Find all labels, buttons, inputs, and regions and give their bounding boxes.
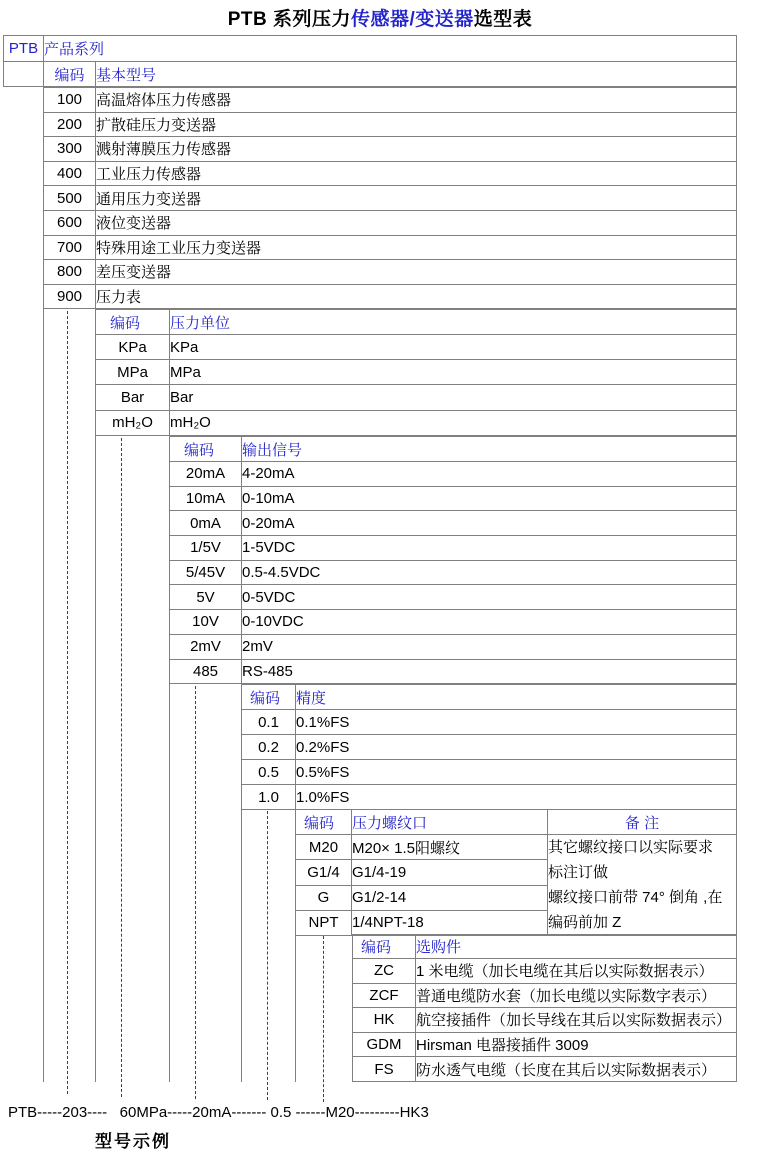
- table-row: [96, 310, 737, 335]
- label-cell: 0.2%FS: [296, 735, 737, 760]
- code-cell: 900: [44, 284, 96, 309]
- table-row: [44, 235, 737, 260]
- remark-line: 其它螺纹接口以实际要求: [548, 839, 714, 856]
- label-header-cell: 精度: [296, 685, 737, 710]
- code-cell: 600: [44, 210, 96, 235]
- border-continuation-line: [295, 934, 296, 1082]
- code-cell: 0.2: [242, 735, 296, 760]
- remark-header-cell: 备 注: [548, 810, 737, 835]
- label-cell: 高温熔体压力传感器: [96, 88, 737, 113]
- table-row: [44, 210, 737, 235]
- code-cell: 20mA: [170, 462, 242, 487]
- code-cell: 0mA: [170, 511, 242, 536]
- code-cell: M20: [296, 835, 352, 860]
- series-code-cell: PTB: [4, 36, 44, 62]
- label-cell: 0-5VDC: [242, 585, 737, 610]
- label-cell: 溅射薄膜压力传感器: [96, 137, 737, 162]
- empty-cell: [4, 62, 44, 87]
- label-cell: 0-10VDC: [242, 610, 737, 635]
- code-header-cell: 编码: [96, 310, 170, 335]
- label-cell: 普通电缆防水套（加长电缆以实际数字表示）: [416, 983, 737, 1008]
- code-cell: NPT: [296, 910, 352, 935]
- table-row: [44, 284, 737, 309]
- table-row: [170, 536, 737, 561]
- table-row: [170, 437, 737, 462]
- table-row: [296, 835, 737, 860]
- thread-table: [295, 809, 737, 936]
- code-cell: Bar: [96, 385, 170, 410]
- label-cell: 通用压力变送器: [96, 186, 737, 211]
- label-cell: 4-20mA: [242, 462, 737, 487]
- label-header-cell: 基本型号: [96, 62, 737, 87]
- table-row: [44, 260, 737, 285]
- label-cell: mH₂O: [170, 410, 737, 435]
- page-title-prefix: PTB 系列压力: [227, 9, 351, 30]
- product-series-header-table: [3, 35, 737, 87]
- table-row: [96, 360, 737, 385]
- code-header-cell: 编码: [353, 935, 416, 959]
- label-cell: 差压变送器: [96, 260, 737, 285]
- label-cell: 防水透气电缆（长度在其后以实际数据表示）: [416, 1057, 737, 1082]
- code-cell: 5/45V: [170, 560, 242, 585]
- label-cell: 2mV: [242, 634, 737, 659]
- page-title: [0, 4, 760, 31]
- code-cell: 200: [44, 112, 96, 137]
- border-continuation-line: [95, 436, 96, 1082]
- table-row: [242, 785, 737, 810]
- code-cell: 2mV: [170, 634, 242, 659]
- dashed-connector-line: [121, 438, 122, 1097]
- code-cell: MPa: [96, 360, 170, 385]
- code-cell: 800: [44, 260, 96, 285]
- table-row: [44, 137, 737, 162]
- border-continuation-line: [241, 809, 242, 1082]
- table-row: [353, 983, 737, 1008]
- table-row: [170, 610, 737, 635]
- pressure-unit-table: [95, 309, 737, 436]
- table-row: [170, 634, 737, 659]
- label-cell: 1/4NPT-18: [352, 910, 548, 935]
- table-row: [44, 88, 737, 113]
- table-row: [242, 710, 737, 735]
- label-cell: 液位变送器: [96, 210, 737, 235]
- label-cell: 1.0%FS: [296, 785, 737, 810]
- code-cell: G: [296, 885, 352, 910]
- table-row: [353, 1032, 737, 1057]
- options-table: [352, 934, 737, 1082]
- dashed-connector-line: [267, 811, 268, 1100]
- table-row: [296, 810, 737, 835]
- label-cell: 0.5%FS: [296, 760, 737, 785]
- code-header-cell: 编码: [44, 62, 96, 87]
- label-cell: M20× 1.5阳螺纹: [352, 835, 548, 860]
- table-row: [242, 735, 737, 760]
- basic-model-table: [43, 87, 737, 309]
- label-cell: 工业压力传感器: [96, 161, 737, 186]
- border-continuation-line: [169, 684, 170, 1082]
- label-cell: 0-20mA: [242, 511, 737, 536]
- label-header-cell: 选购件: [416, 935, 737, 959]
- label-cell: 扩散硅压力变送器: [96, 112, 737, 137]
- table-row: [353, 1057, 737, 1082]
- table-row: [353, 1008, 737, 1033]
- dashed-connector-line: [195, 686, 196, 1099]
- label-header-cell: 输出信号: [242, 437, 737, 462]
- label-cell: 1 米电缆（加长电缆在其后以实际数据表示）: [416, 959, 737, 984]
- label-cell: 航空接插件（加长导线在其后以实际数据表示）: [416, 1008, 737, 1033]
- table-row: [170, 560, 737, 585]
- table-row: [44, 112, 737, 137]
- label-header-cell: 压力单位: [170, 310, 737, 335]
- table-row: [4, 62, 737, 87]
- code-cell: KPa: [96, 335, 170, 360]
- model-example-caption: 型号示例: [95, 1132, 171, 1151]
- output-signal-table: [169, 436, 737, 684]
- thread-remark-cell: [548, 835, 737, 936]
- table-row: [96, 410, 737, 435]
- code-cell: 1.0: [242, 785, 296, 810]
- code-cell: G1/4: [296, 860, 352, 885]
- table-row: [44, 161, 737, 186]
- series-label-cell: 产品系列: [44, 36, 737, 62]
- code-cell: 485: [170, 659, 242, 684]
- code-cell: 700: [44, 235, 96, 260]
- code-cell: 300: [44, 137, 96, 162]
- label-cell: 特殊用途工业压力变送器: [96, 235, 737, 260]
- border-continuation-line: [43, 309, 44, 1082]
- label-cell: RS-485: [242, 659, 737, 684]
- table-row: [96, 335, 737, 360]
- label-cell: 0.1%FS: [296, 710, 737, 735]
- code-cell: ZCF: [353, 983, 416, 1008]
- table-row: [96, 385, 737, 410]
- label-cell: KPa: [170, 335, 737, 360]
- table-row: [242, 760, 737, 785]
- remark-line: 螺纹接口前带 74° 倒角 ,在: [548, 889, 723, 906]
- code-cell: 10V: [170, 610, 242, 635]
- table-row: [170, 486, 737, 511]
- table-row: [170, 585, 737, 610]
- page-title-highlight: 传感器/变送器: [350, 9, 474, 30]
- code-header-cell: 编码: [242, 685, 296, 710]
- table-row: [4, 36, 737, 62]
- label-cell: G1/2-14: [352, 885, 548, 910]
- label-cell: G1/4-19: [352, 860, 548, 885]
- model-example-line: PTB-----203---- 60MPa-----20mA------- 0.5 ------M20---------HK3: [8, 1104, 429, 1121]
- code-header-cell: 编码: [170, 437, 242, 462]
- code-cell: 10mA: [170, 486, 242, 511]
- code-cell: 1/5V: [170, 536, 242, 561]
- code-cell: FS: [353, 1057, 416, 1082]
- code-cell: 0.1: [242, 710, 296, 735]
- table-row: [242, 685, 737, 710]
- table-row: [353, 959, 737, 984]
- code-cell: 400: [44, 161, 96, 186]
- label-cell: Bar: [170, 385, 737, 410]
- code-cell: 500: [44, 186, 96, 211]
- table-row: [353, 935, 737, 959]
- table-row: [170, 462, 737, 487]
- accuracy-table: [241, 684, 737, 810]
- code-header-cell: 编码: [296, 810, 352, 835]
- label-cell: 压力表: [96, 284, 737, 309]
- dashed-connector-line: [67, 311, 68, 1094]
- label-cell: MPa: [170, 360, 737, 385]
- code-cell: 5V: [170, 585, 242, 610]
- label-header-cell: 压力螺纹口: [352, 810, 548, 835]
- label-cell: 0-10mA: [242, 486, 737, 511]
- remark-line: 编码前加 Z: [548, 914, 622, 931]
- label-cell: 0.5-4.5VDC: [242, 560, 737, 585]
- code-cell: 100: [44, 88, 96, 113]
- remark-line: 标注订做: [548, 864, 609, 881]
- code-cell: 0.5: [242, 760, 296, 785]
- label-cell: Hirsman 电器接插件 3009: [416, 1032, 737, 1057]
- table-row: [170, 659, 737, 684]
- code-cell: HK: [353, 1008, 416, 1033]
- dashed-connector-line: [323, 936, 324, 1102]
- code-cell: ZC: [353, 959, 416, 984]
- label-cell: 1-5VDC: [242, 536, 737, 561]
- page-title-suffix: 选型表: [473, 9, 533, 30]
- code-cell: mH₂O: [96, 410, 170, 435]
- table-row: [170, 511, 737, 536]
- code-cell: GDM: [353, 1032, 416, 1057]
- table-row: [44, 186, 737, 211]
